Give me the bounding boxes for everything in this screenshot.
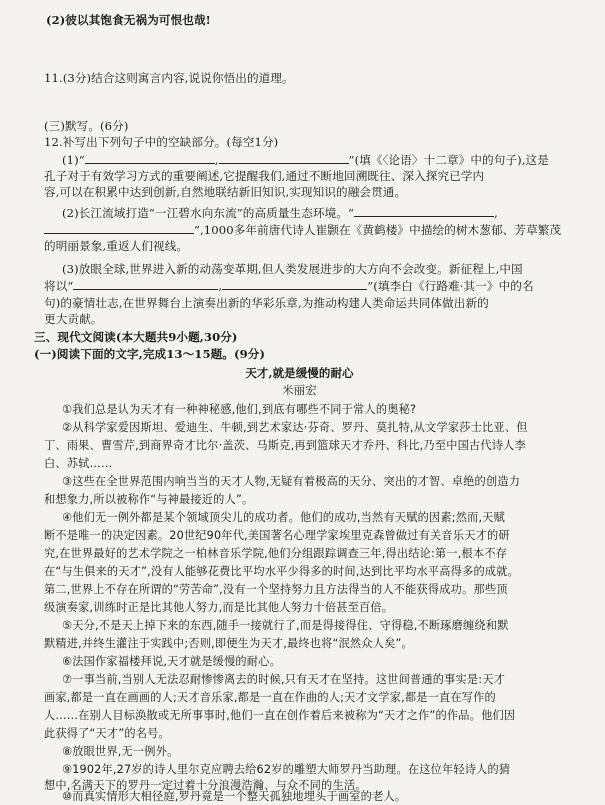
article-line: 画家,都是一直在画画的人;天才音乐家,都是一直在作曲的人;天才文学家,都是一直在写作的 bbox=[44, 691, 496, 704]
article-line: ①我们总是认为天才有一种神秘感,他们,到底有哪些不同于常人的奥秘? bbox=[62, 403, 417, 416]
article-line: 究,在世界最好的艺术学院之一柏林音乐学院,他们分组跟踪调查三年,得出结论:第一,根本不存 bbox=[44, 547, 508, 560]
article-author: 米丽宏 bbox=[282, 383, 317, 397]
q12-2-line1: (2)长江流域打造“一江碧水向东流”的高质量生态环境。“ , bbox=[62, 206, 498, 220]
sub-section-heading: (一)阅读下面的文字,完成13～15题。(9分) bbox=[34, 347, 266, 361]
article-line: 级演奏家,训练时正是比其他人努力,而是比其他人努力十倍甚至百倍。 bbox=[44, 601, 394, 614]
q12-1-line2: 孔子对于有效学习方式的重要阐述,它提醒我们,通过不断地回溯既往、深入探究已学内 bbox=[44, 169, 485, 183]
answer-blank[interactable] bbox=[354, 205, 494, 217]
article-line: 断不是唯一的决定因素。20世纪90年代,美国著名心理学家埃里克森曾做过有关音乐天才的研 bbox=[44, 529, 510, 542]
section-dictation-heading: (三)默写。(6分) bbox=[44, 119, 129, 133]
article-line: ③这些在全世界范围内响当当的天才人物,无疑有着极高的天分、突出的才智、卓绝的创造力 bbox=[62, 475, 521, 488]
question-10-2: (2)彼以其饱食无祸为可恨也哉! bbox=[46, 13, 211, 27]
article-line: ④他们无一例外都是某个领域顶尖儿的成功者。他们的成功,当然有天赋的因素;然而,天赋 bbox=[62, 511, 506, 524]
q12-3-line1: (3)放眼全球,世界进入新的动荡变革期,但人类发展进步的大方向不会改变。新征程上,中国 bbox=[62, 262, 523, 276]
article-line: 人……在别人目标涣散或无所事事时,他们一直在创作着后来被称为“天才之作”的作品。他们因 bbox=[44, 709, 516, 722]
answer-blank[interactable] bbox=[44, 222, 194, 234]
q12-2-line2: ”,1000多年前唐代诗人崔颢在《黄鹤楼》中描绘的树木葱郁、芳草繁茂 bbox=[44, 222, 561, 238]
q12-1-line1: (1)“ , ”(填《〈论语〉十二章》中的句子),这是 bbox=[62, 153, 549, 167]
q12-3-line3: 句)的豪情壮志,在世界舞台上演奏出新的华彩乐章,为推动构建人类命运共同体做出新的 bbox=[44, 296, 489, 310]
article-line: 和想象力,所以被称作“与神最接近的人”。 bbox=[44, 493, 254, 506]
question-11: 11.(3分)结合这则寓言内容,说说你悟出的道理。 bbox=[44, 71, 294, 85]
q12-3-line2: 将以“ , ”(填李白《行路难·其一》中的名 bbox=[44, 279, 534, 293]
article-line: 白、苏轼…… bbox=[44, 457, 113, 470]
article-line: 此获得了“天才”的名号。 bbox=[44, 727, 170, 740]
article-line: ⑤天分,不是天上掉下来的东西,随手一接就行了,而是得接得住、守得稳,不断琢磨缠绕和默 bbox=[62, 619, 509, 632]
article-line: ⑧放眼世界,无一例外。 bbox=[62, 745, 179, 758]
article-line: 想中,名满天下的罗丹一定过着十分浪漫浩瀚、与众不同的生活。 bbox=[44, 779, 367, 792]
answer-blank[interactable] bbox=[219, 152, 349, 164]
article-title: 天才,就是缓慢的耐心 bbox=[245, 366, 354, 380]
answer-blank[interactable] bbox=[222, 278, 367, 290]
answer-blank[interactable] bbox=[73, 278, 218, 290]
q12-2-line3: 的明丽景象,重返人们视线。 bbox=[44, 239, 189, 253]
article-line: 第二,世界上不存在所谓的“劳苦命”,没有一个坚持努力且方法得当的人不能获得成功。那些顶 bbox=[44, 583, 508, 596]
article-line: 在“与生俱来的天才”,没有人能够花费比平均水平少得多的时间,达到比平均水平高得多的成就。 bbox=[44, 565, 520, 578]
article-line: ⑦一事当前,当别人无法忍耐惨惨离去的时候,只有天才在坚持。这世间普通的事实是:天才 bbox=[62, 673, 506, 686]
q12-3-line4: 更大贡献。 bbox=[44, 312, 103, 326]
q12-1-line3: 容,可以在积累中达到创新,自然地联结新旧知识,实现知识的融会贯通。 bbox=[44, 185, 407, 199]
article-line: 默精进,并终生灌注于实践中;否则,即便生为天才,最终也将“泯然众人矣”。 bbox=[44, 637, 413, 650]
answer-blank[interactable] bbox=[85, 152, 215, 164]
article-line: ⑨1902年,27岁的诗人里尔克应聘去给62岁的雕塑大师罗丹当助理。在这位年轻诗人的猜 bbox=[62, 763, 511, 776]
article-line: 丁、雨果、曹雪芹,到商界奇才比尔·盖茨、马斯克,再到篮球天才乔丹、科比,乃至中国古代诗人李 bbox=[44, 439, 526, 452]
article-line: ②从科学家爱因斯坦、爱迪生、牛顿,到艺术家达·芬奇、罗丹、莫扎特,从文学家莎士比亚、但 bbox=[62, 421, 528, 434]
article-line: ⑥法国作家福楼拜说,天才就是缓慢的耐心。 bbox=[62, 655, 281, 668]
section-modern-reading: 三、现代文阅读(本大题共9小题,30分) bbox=[34, 330, 238, 344]
question-12: 12.补写出下列句子中的空缺部分。(每空1分) bbox=[44, 135, 279, 149]
article-line: ⑩而真实情形大相径庭,罗丹竟是一个整天孤独地埋头于画室的老人。 bbox=[62, 790, 407, 803]
